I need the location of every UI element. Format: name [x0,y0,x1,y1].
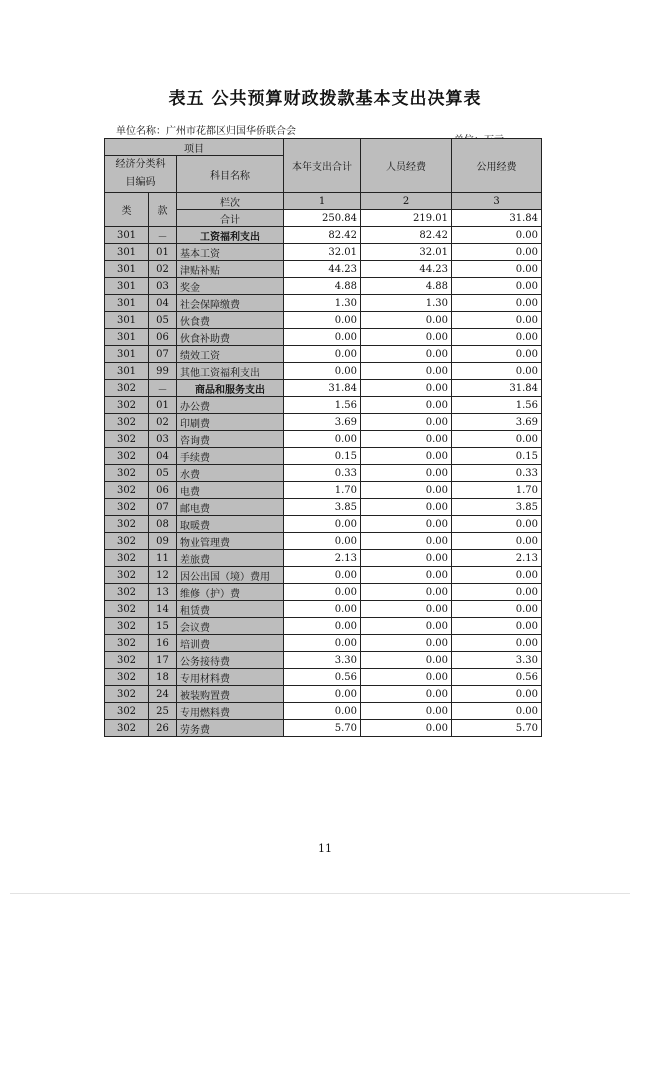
subject-name: 伙食费 [177,312,284,329]
total-value: 0.00 [284,312,361,329]
total-value: 1.30 [284,295,361,312]
total-value: 32.01 [284,244,361,261]
item-code: － [149,227,177,244]
class-code: 302 [105,567,149,584]
total-value: 5.70 [284,720,361,737]
public-value: 0.00 [452,601,542,618]
table-row [105,550,542,567]
personnel-value: 0.00 [361,414,452,431]
page-number: 11 [318,842,332,855]
header-personnel: 人员经费 [361,139,452,193]
item-code: 02 [149,414,177,431]
subject-name: 基本工资 [177,244,284,261]
public-value: 0.00 [452,567,542,584]
subject-name: 取暖费 [177,516,284,533]
class-code: 302 [105,686,149,703]
total-value: 0.00 [284,431,361,448]
table-row [105,312,542,329]
personnel-value: 0.00 [361,669,452,686]
item-code: 99 [149,363,177,380]
class-code: 302 [105,584,149,601]
table-row [105,516,542,533]
table-row [105,669,542,686]
class-code: 301 [105,227,149,244]
class-code: 301 [105,312,149,329]
table-row [105,720,542,737]
table-row [105,431,542,448]
class-code: 302 [105,550,149,567]
public-value: 0.15 [452,448,542,465]
item-code: 17 [149,652,177,669]
personnel-value: 0.00 [361,499,452,516]
personnel-value: 0.00 [361,703,452,720]
item-code: 16 [149,635,177,652]
subject-name: 社会保障缴费 [177,295,284,312]
personnel-value: 0.00 [361,550,452,567]
personnel-value: 0.00 [361,482,452,499]
table-row [105,686,542,703]
class-code: 302 [105,635,149,652]
subject-name: 水费 [177,465,284,482]
personnel-value: 0.00 [361,448,452,465]
subject-name: 咨询费 [177,431,284,448]
total-value: 0.00 [284,635,361,652]
total-value: 1.56 [284,397,361,414]
subject-name: 办公费 [177,397,284,414]
personnel-value: 0.00 [361,567,452,584]
class-code: 301 [105,329,149,346]
expenditure-table [104,138,542,737]
public-value: 0.33 [452,465,542,482]
total-value: 3.85 [284,499,361,516]
class-code: 302 [105,516,149,533]
personnel-value: 0.00 [361,686,452,703]
header-col-3: 3 [452,193,542,210]
personnel-value: 0.00 [361,465,452,482]
item-code: 05 [149,465,177,482]
subject-name: 其他工资福利支出 [177,363,284,380]
public-value: 0.00 [452,516,542,533]
unit-row [116,122,508,137]
public-value: 3.85 [452,499,542,516]
public-value: 5.70 [452,720,542,737]
public-value: 0.00 [452,346,542,363]
class-code: 302 [105,703,149,720]
item-code: 06 [149,329,177,346]
table-row [105,329,542,346]
table-row [105,465,542,482]
item-code: 02 [149,261,177,278]
subject-name: 专用材料费 [177,669,284,686]
header-econ-class: 经济分类科目编码 [105,156,177,193]
total-value: 0.00 [284,686,361,703]
header-col-1: 1 [284,193,361,210]
class-code: 302 [105,380,149,397]
item-code: 06 [149,482,177,499]
personnel-value: 4.88 [361,278,452,295]
subject-name: 租赁费 [177,601,284,618]
personnel-value: 0.00 [361,618,452,635]
public-value: 31.84 [452,380,542,397]
totals-personnel: 219.01 [361,210,452,227]
total-value: 0.00 [284,567,361,584]
header-total: 本年支出合计 [284,139,361,193]
table-row [105,397,542,414]
subject-name: 印刷费 [177,414,284,431]
personnel-value: 82.42 [361,227,452,244]
total-value: 3.30 [284,652,361,669]
class-code: 302 [105,465,149,482]
item-code: 08 [149,516,177,533]
public-value: 1.70 [452,482,542,499]
item-code: 13 [149,584,177,601]
subject-name: 手续费 [177,448,284,465]
total-value: 0.00 [284,329,361,346]
personnel-value: 0.00 [361,584,452,601]
item-code: 04 [149,295,177,312]
subject-name: 邮电费 [177,499,284,516]
subject-name: 差旅费 [177,550,284,567]
total-value: 31.84 [284,380,361,397]
subject-name: 伙食补助费 [177,329,284,346]
class-code: 302 [105,499,149,516]
public-value: 0.00 [452,278,542,295]
public-value: 0.00 [452,703,542,720]
personnel-value: 0.00 [361,601,452,618]
table-row [105,703,542,720]
subject-name: 工资福利支出 [177,227,284,244]
subject-name: 维修（护）费 [177,584,284,601]
class-code: 302 [105,414,149,431]
item-code: 03 [149,278,177,295]
subject-name: 物业管理费 [177,533,284,550]
item-code: 18 [149,669,177,686]
total-value: 0.00 [284,618,361,635]
unit-name: 单位名称：广州市花都区归国华侨联合会 [116,126,296,137]
table-row [105,499,542,516]
header-project: 项目 [105,139,284,156]
subject-name: 奖金 [177,278,284,295]
total-value: 0.56 [284,669,361,686]
class-code: 301 [105,295,149,312]
class-code: 302 [105,669,149,686]
personnel-value: 1.30 [361,295,452,312]
public-value: 0.00 [452,295,542,312]
personnel-value: 32.01 [361,244,452,261]
total-value: 44.23 [284,261,361,278]
class-code: 302 [105,720,149,737]
public-value: 3.30 [452,652,542,669]
table-row [105,618,542,635]
personnel-value: 0.00 [361,346,452,363]
table-row [105,414,542,431]
item-code: 01 [149,397,177,414]
public-value: 0.00 [452,312,542,329]
table-row [105,584,542,601]
total-value: 0.00 [284,584,361,601]
public-value: 0.00 [452,363,542,380]
total-value: 0.33 [284,465,361,482]
item-code: 12 [149,567,177,584]
total-value: 0.00 [284,703,361,720]
class-code: 302 [105,533,149,550]
personnel-value: 0.00 [361,363,452,380]
item-code: 25 [149,703,177,720]
personnel-value: 0.00 [361,312,452,329]
total-value: 0.00 [284,601,361,618]
totals-total: 250.84 [284,210,361,227]
personnel-value: 0.00 [361,380,452,397]
table-row [105,601,542,618]
header-column-order: 栏次 [177,193,284,210]
item-code: 05 [149,312,177,329]
table-row [105,278,542,295]
subject-name: 津贴补贴 [177,261,284,278]
personnel-value: 0.00 [361,652,452,669]
class-code: 301 [105,346,149,363]
totals-label: 合计 [177,210,284,227]
total-value: 82.42 [284,227,361,244]
table-row [105,261,542,278]
class-code: 301 [105,363,149,380]
personnel-value: 0.00 [361,516,452,533]
subject-name: 因公出国（境）费用 [177,567,284,584]
item-code: 26 [149,720,177,737]
table-row [105,533,542,550]
total-value: 0.15 [284,448,361,465]
item-code: 09 [149,533,177,550]
personnel-value: 0.00 [361,720,452,737]
class-code: 301 [105,261,149,278]
item-code: 07 [149,346,177,363]
personnel-value: 0.00 [361,329,452,346]
subject-name: 公务接待费 [177,652,284,669]
personnel-value: 44.23 [361,261,452,278]
item-code: 03 [149,431,177,448]
scan-edge-line [10,893,630,894]
class-code: 302 [105,618,149,635]
total-value: 0.00 [284,346,361,363]
public-value: 2.13 [452,550,542,567]
table-row [105,567,542,584]
table-row [105,363,542,380]
total-value: 4.88 [284,278,361,295]
header-public: 公用经费 [452,139,542,193]
class-code: 302 [105,397,149,414]
public-value: 0.00 [452,329,542,346]
subject-name: 被装购置费 [177,686,284,703]
table-row [105,635,542,652]
personnel-value: 0.00 [361,635,452,652]
subject-name: 商品和服务支出 [177,380,284,397]
public-value: 0.00 [452,618,542,635]
item-code: 04 [149,448,177,465]
class-code: 302 [105,431,149,448]
public-value: 0.00 [452,686,542,703]
report-title: 表五 公共预算财政拨款基本支出决算表 [168,89,482,109]
subject-name: 绩效工资 [177,346,284,363]
table-row [105,346,542,363]
public-value: 0.00 [452,244,542,261]
header-col-2: 2 [361,193,452,210]
class-code: 302 [105,652,149,669]
public-value: 0.00 [452,635,542,652]
subject-name: 培训费 [177,635,284,652]
total-value: 1.70 [284,482,361,499]
public-value: 3.69 [452,414,542,431]
item-code: 01 [149,244,177,261]
subject-name: 电费 [177,482,284,499]
table-row [105,448,542,465]
public-value: 0.00 [452,431,542,448]
public-value: 0.00 [452,533,542,550]
subject-name: 劳务费 [177,720,284,737]
total-value: 2.13 [284,550,361,567]
personnel-value: 0.00 [361,397,452,414]
public-value: 0.00 [452,261,542,278]
item-code: － [149,380,177,397]
public-value: 1.56 [452,397,542,414]
table-row [105,227,542,244]
header-class: 类 [105,193,149,227]
public-value: 0.00 [452,227,542,244]
table-row [105,380,542,397]
header-subject-name: 科目名称 [177,156,284,193]
item-code: 15 [149,618,177,635]
subject-name: 专用燃料费 [177,703,284,720]
class-code: 302 [105,482,149,499]
total-value: 0.00 [284,516,361,533]
item-code: 07 [149,499,177,516]
item-code: 14 [149,601,177,618]
class-code: 302 [105,448,149,465]
table-row [105,482,542,499]
public-value: 0.00 [452,584,542,601]
public-value: 0.56 [452,669,542,686]
personnel-value: 0.00 [361,431,452,448]
table-row [105,244,542,261]
class-code: 301 [105,244,149,261]
class-code: 302 [105,601,149,618]
total-value: 3.69 [284,414,361,431]
table-row [105,295,542,312]
subject-name: 会议费 [177,618,284,635]
class-code: 301 [105,278,149,295]
total-value: 0.00 [284,533,361,550]
totals-public: 31.84 [452,210,542,227]
item-code: 11 [149,550,177,567]
total-value: 0.00 [284,363,361,380]
header-item: 款 [149,193,177,227]
table-row [105,652,542,669]
item-code: 24 [149,686,177,703]
personnel-value: 0.00 [361,533,452,550]
